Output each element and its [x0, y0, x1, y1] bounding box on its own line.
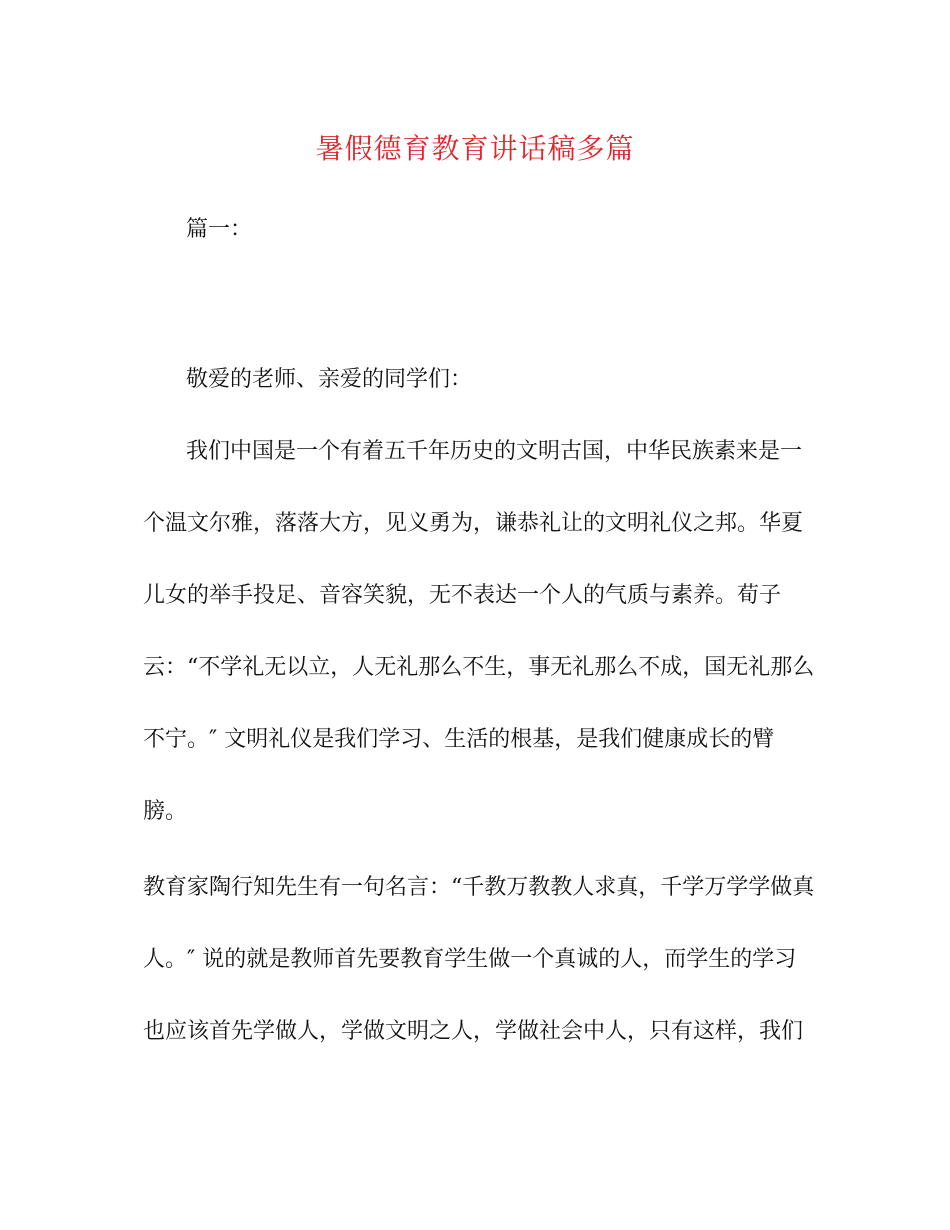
paragraph-line: 人。″ 说的就是教师首先要教育学生做一个真诚的人，而学生的学习 — [143, 947, 797, 972]
paragraph-line: 也应该首先学做人，学做文明之人，学做社会中人，只有这样，我们 — [143, 1019, 804, 1044]
paragraph-line: 儿女的举手投足、音容笑貌，无不表达一个人的气质与素养。荀子 — [143, 583, 782, 608]
paragraph-line: 个温文尔雅，落落大方，见义勇为，谦恭礼让的文明礼仪之邦。华夏 — [143, 511, 804, 536]
paragraph-line: 膀。 — [143, 799, 188, 824]
paragraph-line: 我们中国是一个有着五千年历史的文明古国，中华民族素来是一 — [186, 439, 803, 464]
paragraph-line: 教育家陶行知先生有一句名言：“千教万教教人求真，千学万学学做真 — [143, 875, 815, 900]
paragraph-line: 云：“不学礼无以立，人无礼那么不生，事无礼那么不成，国无礼那么 — [143, 655, 815, 680]
paragraph-line: 不宁。″ 文明礼仪是我们学习、生活的根基，是我们健康成长的臂 — [143, 727, 775, 752]
salutation-line: 敬爱的老师、亲爱的同学们： — [186, 367, 473, 392]
section-label: 篇一： — [186, 217, 253, 242]
document-title: 暑假德育教育讲话稿多篇 — [315, 132, 635, 165]
